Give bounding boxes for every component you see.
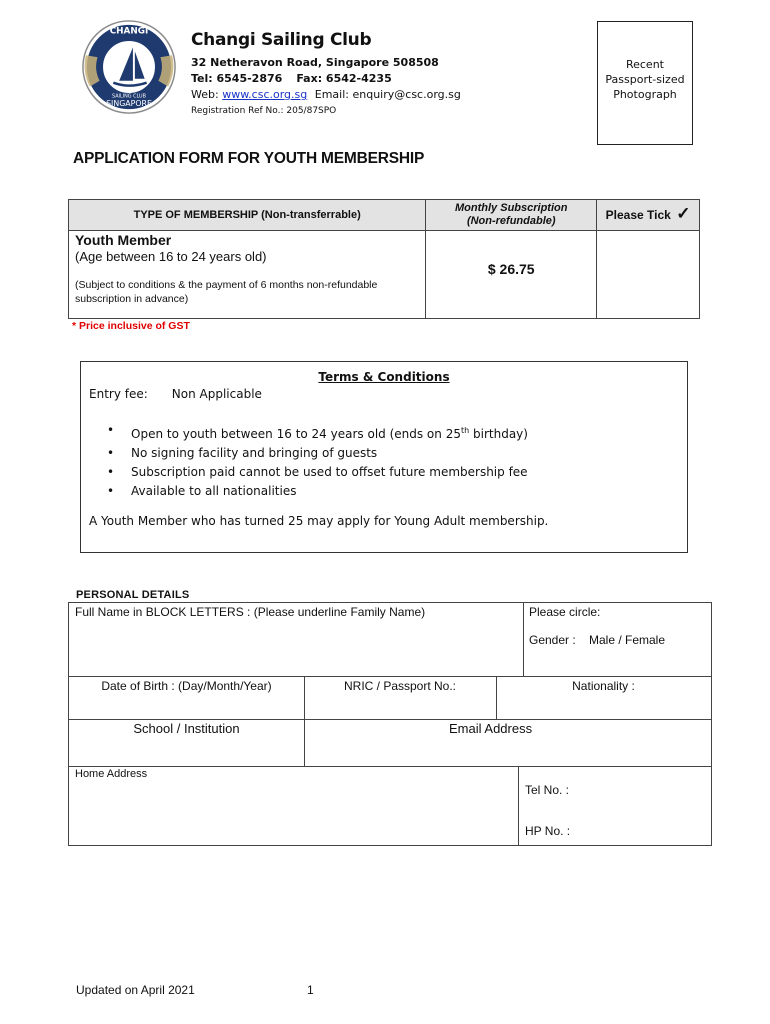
col-tick-header [597,200,700,231]
logo-text-left: SAILING CLUB [112,93,146,100]
club-fax: Fax: 6542-4235 [296,72,392,85]
please-tick-label: Please Tick [605,208,671,222]
gender-options[interactable]: Male / Female [589,633,666,647]
full-name-field[interactable]: Full Name in BLOCK LETTERS : (Please underline Family Name) [75,605,426,619]
entry-fee-value: Non Applicable [171,387,262,401]
web-label: Web: [191,88,219,101]
school-field[interactable]: School / Institution [133,721,240,736]
photo-line-2: Passport-sized [605,73,685,86]
logo-text-bottom: SINGAPORE [106,99,152,109]
club-address: 32 Netheravon Road, Singapore 508508 [191,56,439,69]
youth-member-cell [69,231,426,319]
entry-fee-label: Entry fee: [89,387,148,401]
photo-line-3: Photograph [613,88,677,101]
membership-table [68,199,700,319]
club-name: Changi Sailing Club [191,30,372,50]
youth-tick-cell[interactable] [597,231,700,319]
youth-member-age: (Age between 16 to 24 years old) [75,249,267,264]
entry-fee [89,387,262,401]
youth-price: $ 26.75 [487,261,535,277]
website-link[interactable]: www.csc.org.sg [222,88,308,101]
hp-field[interactable]: HP No. : [525,824,571,838]
list-item: • No signing facility and bringing of guests [131,444,528,463]
home-address-field[interactable]: Home Address [75,768,148,780]
divider [518,766,519,846]
divider [69,676,711,677]
list-item: • Open to youth between 16 to 24 years old (ends on 25th birthday) [131,421,528,444]
tel-field[interactable]: Tel No. : [525,783,570,797]
please-circle-label: Please circle: [529,605,601,619]
nationality-field[interactable]: Nationality : [572,679,635,693]
list-item: • Available to all nationalities [131,482,528,501]
terms-footer: A Youth Member who has turned 25 may apply for Young Adult membership. [89,514,549,528]
personal-details-title: PERSONAL DETAILS [76,589,190,601]
divider [69,719,711,720]
divider [69,766,711,767]
club-header [191,30,461,116]
logo-text-top: CHANGI [109,26,149,37]
nric-field[interactable]: NRIC / Passport No.: [343,679,457,693]
club-email: Email: enquiry@csc.org.sg [314,88,461,101]
registration-ref: Registration Ref No.: 205/87SPO [191,106,337,116]
terms-title: Terms & Conditions [318,370,450,384]
terms-box [80,361,688,553]
youth-member-title: Youth Member [75,232,172,248]
checkmark-icon: ✓ [676,204,691,223]
divider [523,603,524,676]
club-phone-line [191,72,461,85]
club-web-line [191,88,461,101]
updated-date: Updated on April 2021 [76,983,195,997]
gst-note: * Price inclusive of GST [72,320,190,332]
email-field[interactable]: Email Address [449,721,533,736]
col-type-header: TYPE OF MEMBERSHIP (Non-transferrable) [69,200,426,231]
youth-member-row [69,231,700,319]
col-sub-line-2: (Non-refundable) [466,215,556,227]
photo-box-label [605,57,684,102]
photo-line-1: Recent [625,58,664,71]
dob-field[interactable]: Date of Birth : (Day/Month/Year) [101,679,272,693]
form-title: APPLICATION FORM FOR YOUTH MEMBERSHIP [73,150,425,167]
youth-price-cell [426,231,597,319]
club-tel: Tel: 6545-2876 [191,72,283,85]
membership-header-row [69,200,700,231]
photo-box[interactable] [597,21,693,145]
list-item: • Subscription paid cannot be used to offset future membership fee [131,463,528,482]
personal-details-table [68,602,712,846]
page-number: 1 [307,983,314,997]
gender-label: Gender : [529,633,576,647]
club-logo [80,18,178,116]
youth-member-note: (Subject to conditions & the payment of 6 months non-refundable subscription in advance) [75,279,378,305]
col-sub-line-1: Monthly Subscription [455,202,568,214]
terms-list [131,421,528,501]
col-subscription-header [426,200,597,231]
